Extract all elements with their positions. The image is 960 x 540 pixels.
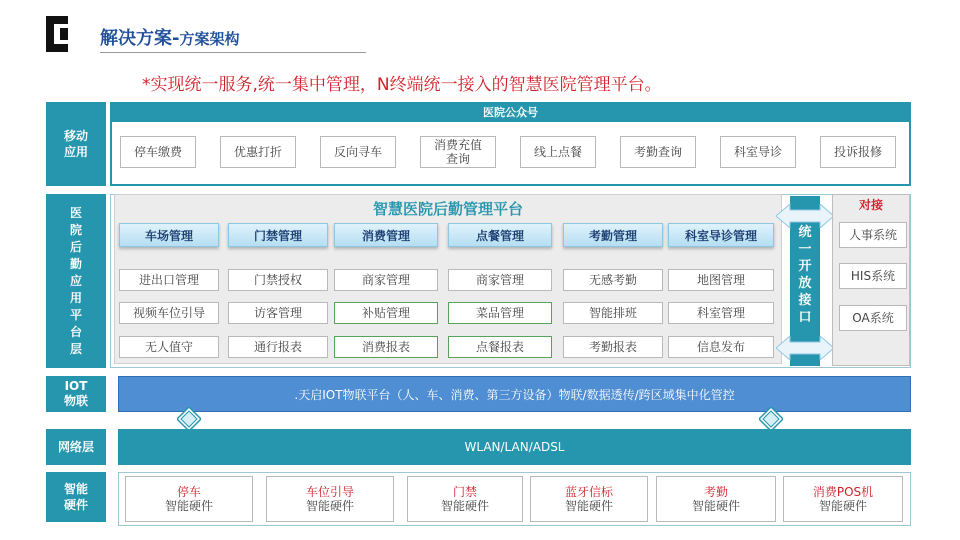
module-item: 门禁授权	[228, 269, 328, 291]
hardware-card	[656, 476, 776, 522]
module-item: 商家管理	[334, 269, 438, 291]
arrow-down-icon	[776, 336, 834, 360]
module-item: 视频车位引导	[119, 302, 219, 324]
mobile-app-item: 停车缴费	[120, 136, 196, 168]
mobile-app-item: 优惠打折	[220, 136, 296, 168]
connector-left-icon	[177, 407, 201, 431]
docking-item: OA系统	[839, 305, 907, 331]
hardware-title: 门禁	[452, 485, 477, 499]
module-item: 信息发布	[668, 336, 774, 358]
side-label-hardware: 智能硬件	[46, 472, 106, 522]
module-header: 考勤管理	[563, 223, 663, 247]
title-logo-tick	[60, 28, 68, 40]
module-header: 门禁管理	[228, 223, 328, 247]
network-bar: WLAN/LAN/ADSL	[118, 429, 911, 465]
module-item: 商家管理	[448, 269, 552, 291]
side-label-network: 网络层	[46, 429, 106, 465]
platform-title: 智慧医院后勤管理平台	[372, 200, 523, 218]
page-title	[100, 24, 240, 50]
docking-item: 人事系统	[839, 222, 907, 248]
tagline: *实现统一服务,统一集中管理，N终端统一接入的智慧医院管理平台。	[142, 75, 662, 95]
side-label-iot: IOT物联	[46, 376, 106, 412]
hardware-subtitle: 智能硬件	[564, 499, 613, 513]
module-item: 点餐报表	[448, 336, 552, 358]
module-item: 科室管理	[668, 302, 774, 324]
open-interface-label: 统一开放接口	[798, 225, 812, 325]
module-item: 无人值守	[119, 336, 219, 358]
hardware-card	[266, 476, 394, 522]
hardware-card	[530, 476, 648, 522]
hardware-card	[125, 476, 253, 522]
mobile-app-item: 线上点餐	[520, 136, 596, 168]
module-item: 补贴管理	[334, 302, 438, 324]
mobile-app-item: 消费充值 查询	[420, 136, 496, 168]
hardware-title: 蓝牙信标	[564, 485, 613, 499]
hardware-card	[783, 476, 903, 522]
module-header: 科室导诊管理	[668, 223, 774, 247]
module-header: 消费管理	[334, 223, 438, 247]
mobile-app-item: 反向寻车	[320, 136, 396, 168]
connector-right-icon	[759, 407, 783, 431]
hardware-subtitle: 智能硬件	[440, 499, 489, 513]
docking-title: 对接	[858, 198, 883, 212]
mobile-header: 医院公众号	[110, 102, 911, 122]
module-item: 考勤报表	[563, 336, 663, 358]
module-header: 车场管理	[119, 223, 219, 247]
hardware-subtitle: 智能硬件	[818, 499, 867, 513]
page-title-main: 解决方案-	[100, 28, 180, 49]
module-item: 地图管理	[668, 269, 774, 291]
title-underline	[100, 52, 366, 53]
iot-bar: .天启IOT物联平台（人、车、消费、第三方设备）物联/数据透传/跨区域集中化管控	[118, 376, 911, 412]
hardware-subtitle: 智能硬件	[164, 499, 213, 513]
module-header: 点餐管理	[448, 223, 552, 247]
arrow-up-icon	[776, 204, 834, 228]
hardware-title: 停车	[176, 485, 201, 499]
module-item: 消费报表	[334, 336, 438, 358]
side-label-platform: 医院后勤应用平台层	[46, 194, 106, 368]
hardware-title: 消费POS机	[812, 485, 874, 499]
module-item: 智能排班	[563, 302, 663, 324]
module-item: 进出口管理	[119, 269, 219, 291]
page-title-sub: 方案架构	[179, 30, 240, 48]
module-item: 菜品管理	[448, 302, 552, 324]
mobile-app-item: 科室导诊	[720, 136, 796, 168]
hardware-title: 考勤	[703, 485, 728, 499]
mobile-app-item: 考勤查询	[620, 136, 696, 168]
hardware-title: 车位引导	[305, 485, 354, 499]
module-item: 无感考勤	[563, 269, 663, 291]
module-item: 通行报表	[228, 336, 328, 358]
side-label-mobile: 移动应用	[46, 102, 106, 186]
hardware-subtitle: 智能硬件	[305, 499, 354, 513]
docking-item: HIS系统	[839, 263, 907, 289]
module-item: 访客管理	[228, 302, 328, 324]
hardware-card	[407, 476, 523, 522]
mobile-app-item: 投诉报修	[820, 136, 896, 168]
hardware-subtitle: 智能硬件	[691, 499, 740, 513]
